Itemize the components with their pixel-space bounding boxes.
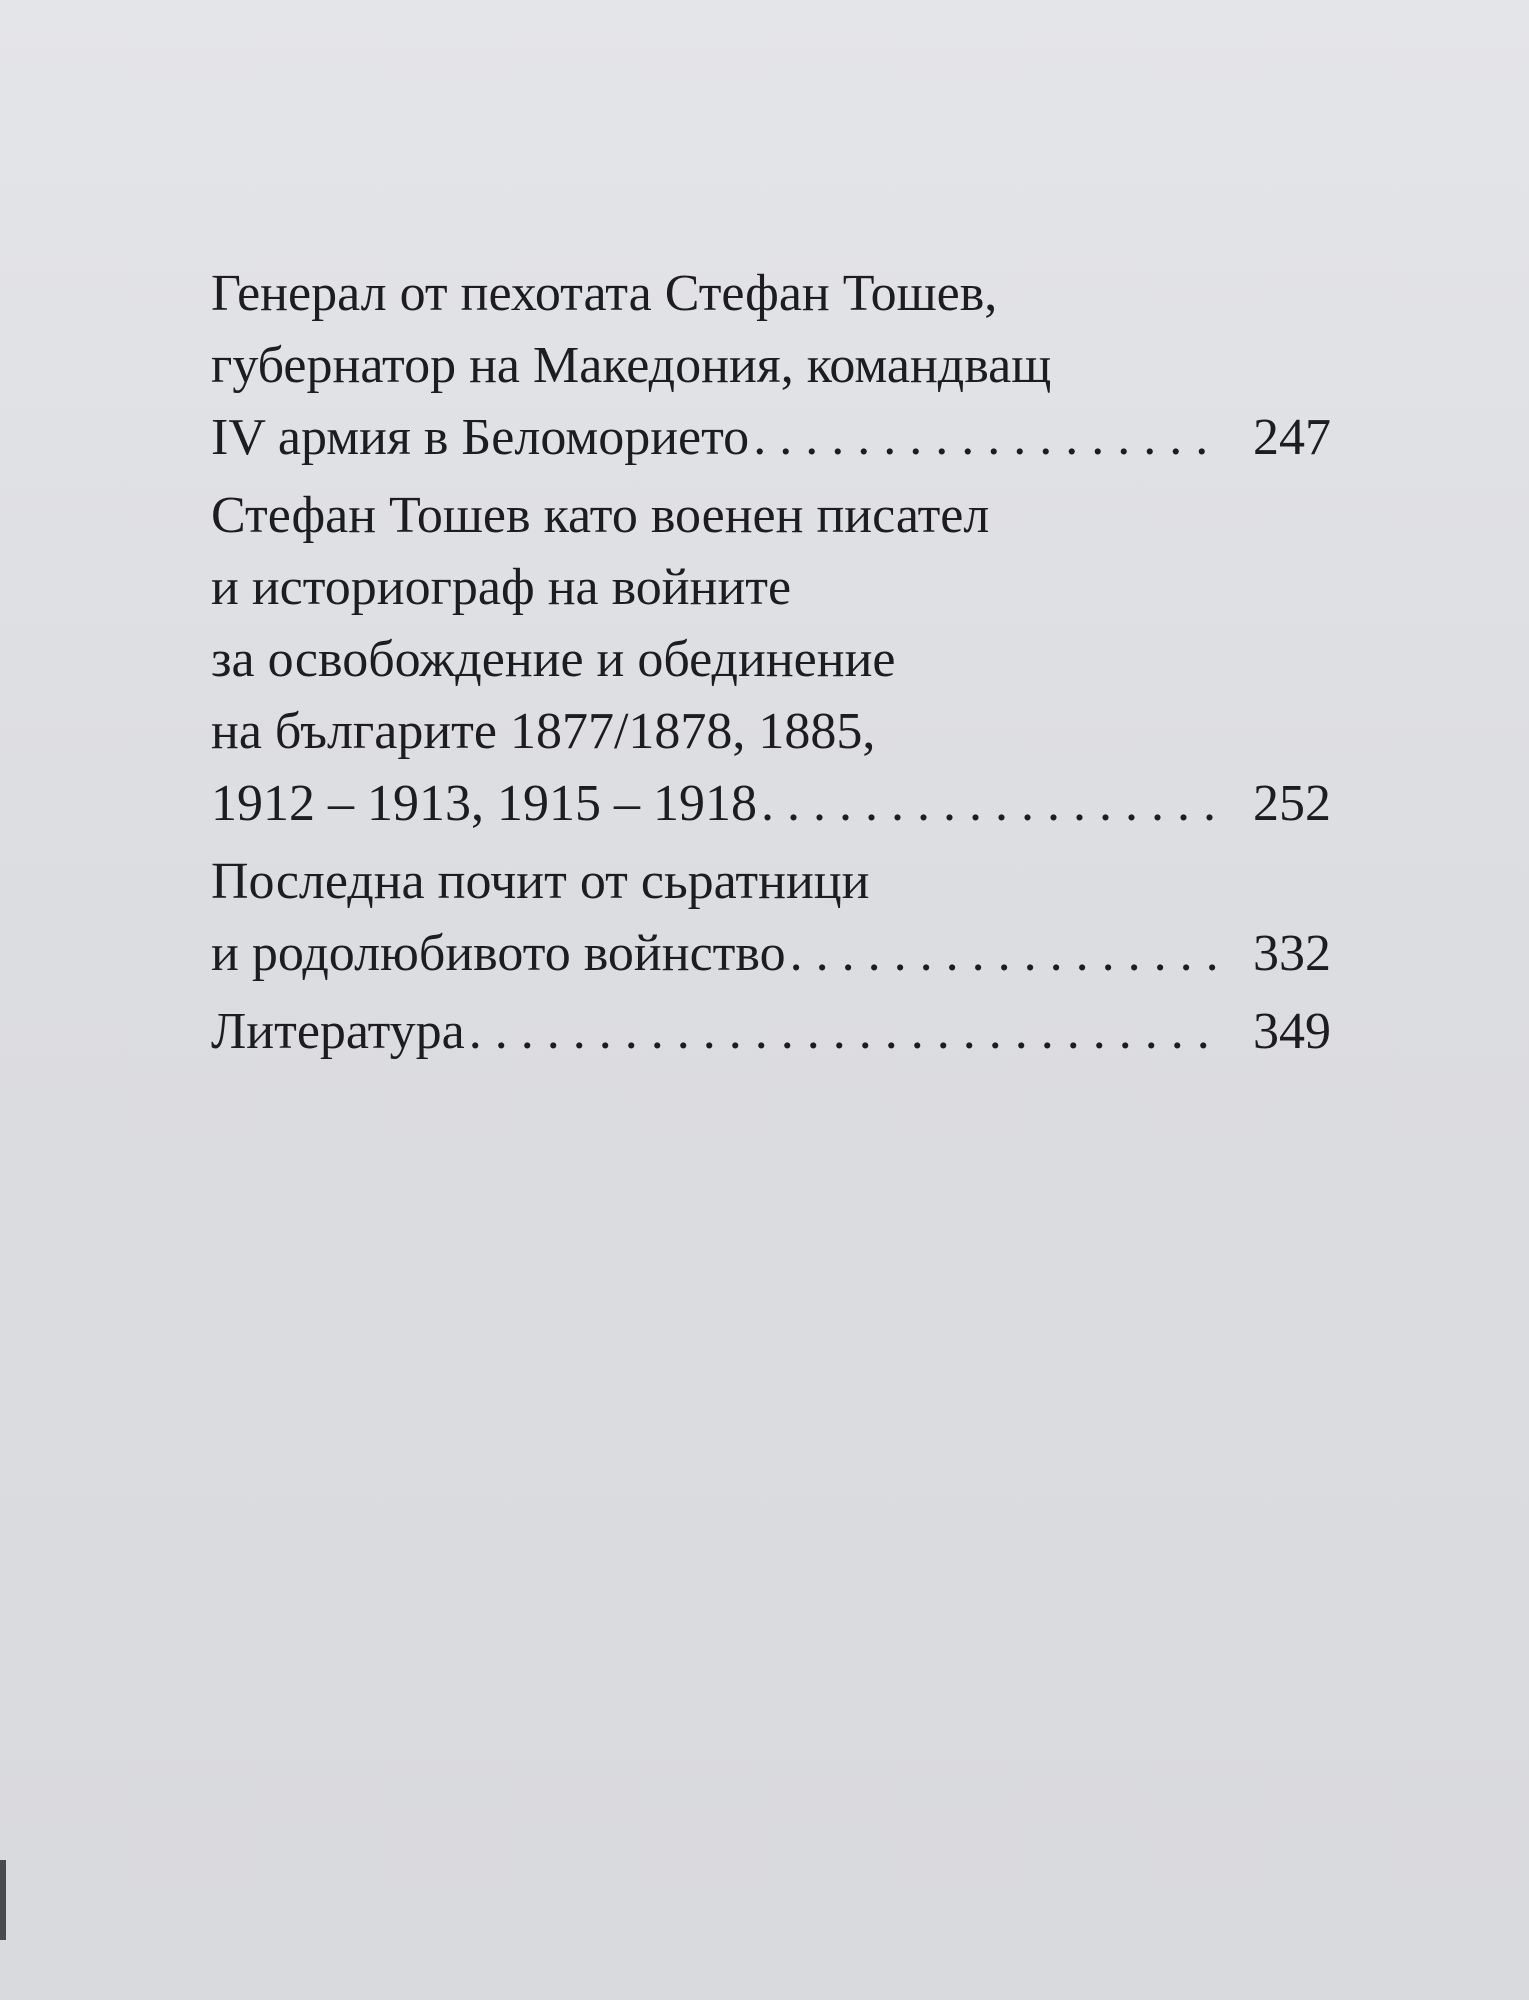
toc-entry-title-line: и историограф на войните (211, 559, 792, 616)
toc-page-number: 247 (1253, 409, 1331, 466)
toc-entry-title-line: на българите 1877/1878, 1885, (211, 703, 876, 760)
toc-entry-last-line (211, 996, 1331, 1068)
toc-entry-title-line: за освобождение и обединение (211, 631, 896, 688)
toc-entry-literature (211, 996, 1331, 1068)
toc-entry-title-line: Генерал от пехотата Стефан Тошев, (211, 265, 998, 322)
toc-entry-last-line (211, 918, 1331, 990)
toc-entry-last-line (211, 768, 1331, 840)
dot-leader (469, 996, 1219, 1068)
dot-leader (790, 918, 1219, 990)
toc-entry-last-line (211, 402, 1331, 474)
toc-entry-title-line: Последна почит от сьратници (211, 853, 870, 910)
toc-entry-title-end: 1912 – 1913, 1915 – 1918 (211, 775, 757, 832)
toc-page-number: 332 (1253, 925, 1331, 982)
toc-entry-military-writer (211, 480, 1331, 840)
table-of-contents (211, 258, 1331, 1074)
toc-entry-title-line: губернатор на Македония, командващ (211, 337, 1052, 394)
dot-leader (761, 768, 1219, 840)
toc-entry-title-end: Литература (211, 1003, 465, 1060)
toc-entry-title-end: IV армия в Беломорието (211, 409, 750, 466)
toc-entry-title-end: и родолюбивото войнство (211, 925, 786, 982)
toc-entry-title-line: Стефан Тошев като военен писател (211, 487, 990, 544)
page-edge-shadow (0, 1860, 6, 1940)
toc-entry-last-tribute (211, 846, 1331, 990)
dot-leader (753, 402, 1219, 474)
toc-page-number: 252 (1253, 775, 1331, 832)
toc-entry-tosev-governor (211, 258, 1331, 474)
toc-page-number: 349 (1253, 1003, 1331, 1060)
